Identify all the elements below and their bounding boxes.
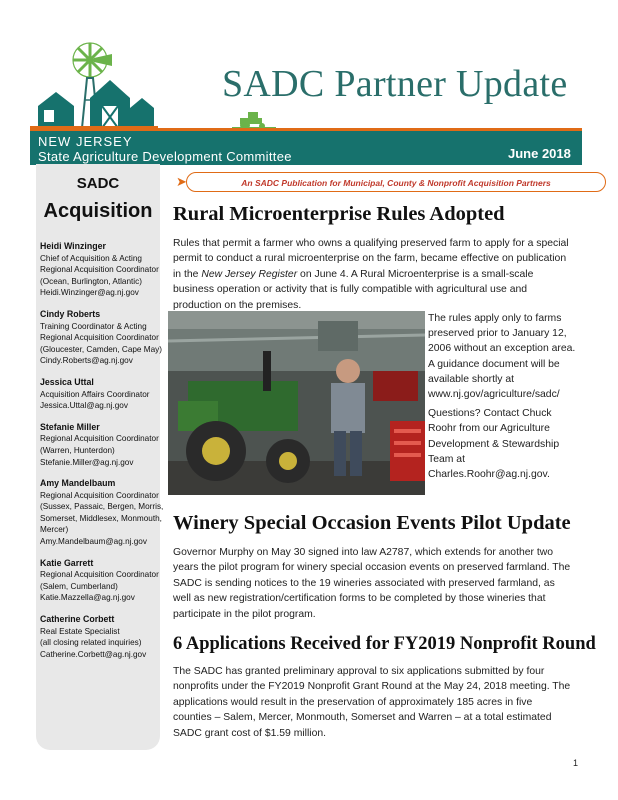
- contact-name: Stefanie Miller: [40, 421, 100, 432]
- contact-line: Regional Acquisition Coordinator: [40, 490, 159, 500]
- article-text: on June 4. A Rural Microenterprise is a small-scale business operation or activity that is fully compatible with agricultural use and production on the premises.: [173, 268, 534, 311]
- newsletter-title: SADC Partner Update: [222, 63, 568, 105]
- contact-name: Heidi Winzinger: [40, 241, 106, 251]
- contact-line: Regional Acquisition Coordinator: [40, 265, 159, 275]
- article-text: The rules apply only to farms preserved prior to January 12, 2006 without an exception area. A guidance document will be available shortly at www.nj.gov/agriculture/sadc/: [428, 313, 576, 401]
- contact-card: [40, 558, 158, 604]
- article-body-microenterprise: [173, 236, 573, 313]
- contact-card: [40, 422, 158, 468]
- article-heading-nonprofit-round: 6 Applications Received for FY2019 Nonprofit Round: [173, 634, 596, 654]
- article-sidebar-text: [428, 311, 578, 486]
- sadc-barn-windmill-logo: [30, 40, 158, 132]
- contact-line: Chief of Acquisition & Acting: [40, 253, 142, 263]
- contact-line: (all closing related inquiries): [40, 638, 142, 648]
- publication-banner: An SADC Publication for Municipal, County & Nonprofit Acquisition Partners: [186, 172, 606, 192]
- article-text-italic: New Jersey Register: [201, 268, 298, 280]
- contact-line: Acquisition Affairs Coordinator: [40, 389, 150, 399]
- contact-line: Regional Acquisition Coordinator: [40, 333, 159, 343]
- contact-name: Amy Mandelbaum: [40, 478, 116, 489]
- contact-line: Somerset, Middlesex, Monmouth,: [40, 513, 162, 523]
- contact-line: (Sussex, Passaic, Bergen, Morris,: [40, 502, 164, 512]
- contact-email[interactable]: Stefanie.Miller@ag.nj.gov: [40, 457, 134, 467]
- contact-line: (Warren, Hunterdon): [40, 445, 115, 455]
- contact-name: Katie Garrett: [40, 557, 94, 568]
- article-heading-microenterprise: Rural Microenterprise Rules Adopted: [173, 203, 505, 225]
- contact-line: Regional Acquisition Coordinator: [40, 570, 159, 580]
- contact-name: Jessica Uttal: [40, 376, 94, 387]
- mechanic-tractor-photo: [168, 311, 425, 495]
- contact-line: (Ocean, Burlington, Atlantic): [40, 276, 142, 286]
- article-heading-winery: Winery Special Occasion Events Pilot Update: [173, 512, 571, 534]
- banner-arrow-icon: ➤: [176, 174, 187, 189]
- contact-line: Regional Acquisition Coordinator: [40, 434, 159, 444]
- contact-email[interactable]: Katie.Mazzella@ag.nj.gov: [40, 593, 135, 603]
- contact-email[interactable]: Heidi.Winzinger@ag.nj.gov: [40, 288, 139, 298]
- contact-list: [40, 241, 164, 670]
- article-text: Rules that permit a farmer who owns a qualifying preserved farm to apply for a special permit to conduct a rural microenterprise on the farm, became effective on publication in the: [173, 238, 569, 280]
- sidebar-heading-acquisition: Acquisition: [43, 200, 153, 222]
- contact-name: Cindy Roberts: [40, 308, 101, 319]
- contact-line: Real Estate Specialist: [40, 626, 120, 636]
- header-state: NEW JERSEY: [38, 134, 133, 149]
- contact-line: Mercer): [40, 525, 69, 535]
- page-number: 1: [573, 758, 579, 768]
- article-body-nonprofit-round: The SADC has granted preliminary approval to six applications submitted by four nonprofits under the FY2019 Nonprofit Grant Round at the May 24, 2018 meeting. The applications would result in the preservation of approximately 185 acres in five counties – Salem, Mercer, Monmouth, Somerset and Warren – at a total estimated SADC grant cost of $1.59 million.: [173, 666, 571, 739]
- sidebar-heading-sadc: SADC: [76, 175, 120, 192]
- contact-email[interactable]: Amy.Mandelbaum@ag.nj.gov: [40, 537, 147, 547]
- contact-card: [40, 241, 158, 299]
- contact-email[interactable]: Jessica.Uttal@ag.nj.gov: [40, 401, 128, 411]
- contact-email[interactable]: Cindy.Roberts@ag.nj.gov: [40, 356, 133, 366]
- contact-line: (Gloucester, Camden, Cape May): [40, 344, 162, 354]
- article-text: Questions? Contact Chuck Roohr from our Agriculture Development & Stewardship Team at Charles.Roohr@ag.nj.gov.: [428, 408, 560, 481]
- contact-line: Training Coordinator & Acting: [40, 321, 147, 331]
- contact-card: [40, 377, 158, 412]
- header-committee: State Agriculture Development Committee: [38, 149, 292, 164]
- contact-line: (Salem, Cumberland): [40, 581, 118, 591]
- article-body-winery: Governor Murphy on May 30 signed into law A2787, which extends for another two years the pilot program for winery special occasion events on preserved farmland. The SADC is sending notices to the 19 wineries associated with preserved farmland, as well as new registration/certification forms to be completed by those wineries that participate in the pilot program.: [173, 547, 571, 620]
- contact-email[interactable]: Catherine.Corbett@ag.nj.gov: [40, 649, 147, 659]
- issue-date: June 2018: [508, 146, 571, 161]
- contact-card: [40, 614, 158, 660]
- contact-card: [40, 308, 162, 367]
- contact-card: [40, 478, 164, 548]
- contact-name: Catherine Corbett: [40, 614, 115, 625]
